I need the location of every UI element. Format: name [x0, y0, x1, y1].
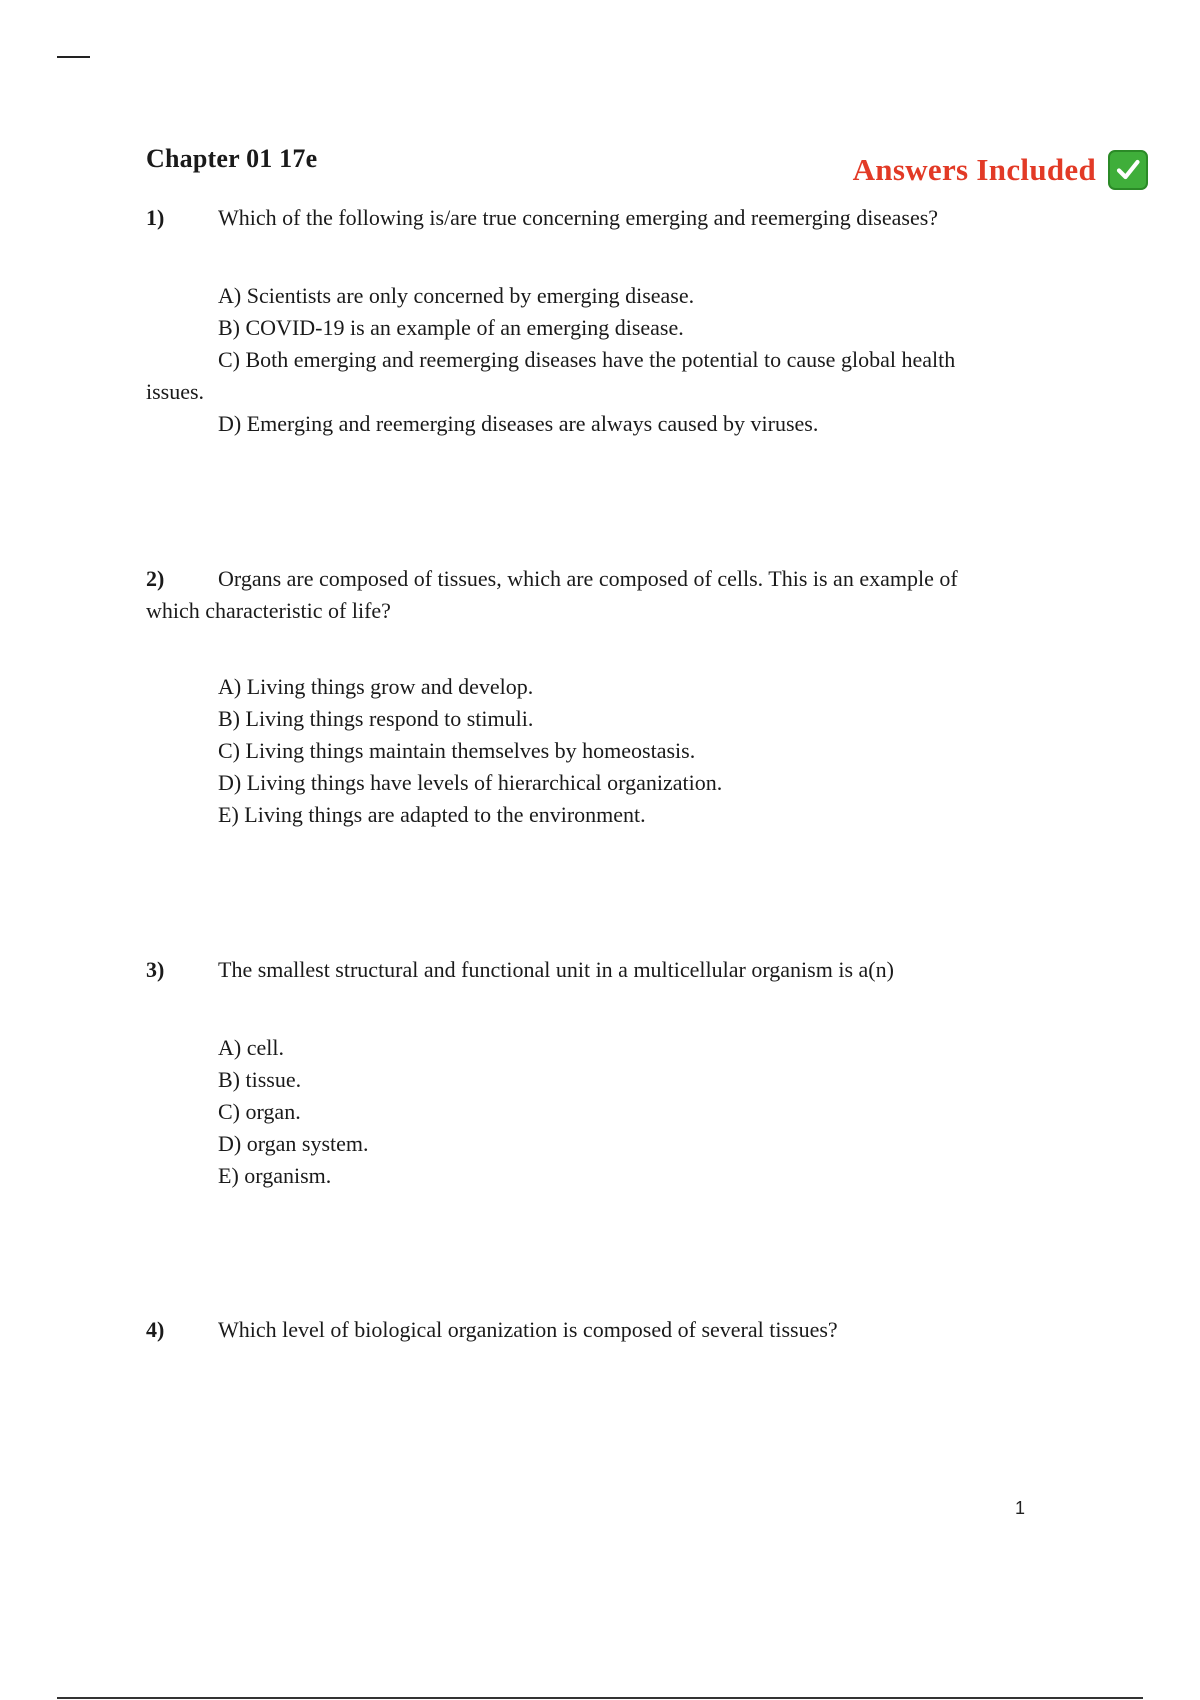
question-text: Which level of biological organization is composed of several tissues?	[218, 1317, 838, 1342]
option-list	[146, 671, 1046, 831]
option-b: B) Living things respond to stimuli.	[218, 706, 534, 731]
option-c: C) Both emerging and reemerging diseases have the potential to cause global health	[218, 347, 956, 372]
question-number: 4)	[146, 1317, 165, 1342]
option-c: C) organ.	[218, 1099, 301, 1124]
answers-included-text: Answers Included	[852, 152, 1096, 187]
option-e: E) Living things are adapted to the environment.	[218, 802, 646, 827]
question-number: 1)	[146, 205, 165, 230]
question-text: Which of the following is/are true concerning emerging and reemerging diseases?	[218, 205, 939, 230]
option-d: D) Emerging and reemerging diseases are always caused by viruses.	[218, 411, 819, 436]
option-c: C) Living things maintain themselves by homeostasis.	[218, 738, 696, 763]
bottom-rule	[57, 1697, 1143, 1699]
check-mark-icon	[1108, 150, 1148, 190]
option-d: D) organ system.	[218, 1131, 369, 1156]
question-1	[146, 202, 1046, 440]
option-b: B) tissue.	[218, 1067, 302, 1092]
question-number: 2)	[146, 566, 165, 591]
question-3	[146, 954, 1046, 1192]
question-text: The smallest structural and functional unit in a multicellular organism is a(n)	[218, 957, 894, 982]
option-list	[146, 1032, 1046, 1192]
chapter-title: Chapter 01 17e	[146, 144, 318, 173]
question-text-line-2: which characteristic of life?	[146, 598, 391, 623]
option-c-continuation: issues.	[146, 379, 205, 404]
option-a: A) Living things grow and develop.	[218, 674, 534, 699]
question-number: 3)	[146, 957, 165, 982]
option-list	[146, 280, 1046, 440]
option-d: D) Living things have levels of hierarchical organization.	[218, 770, 723, 795]
page-number: 1	[1015, 1498, 1026, 1518]
option-a: A) Scientists are only concerned by emerging disease.	[218, 283, 695, 308]
question-4	[146, 1314, 1046, 1346]
question-text-line-1: Organs are composed of tissues, which are composed of cells. This is an example of	[218, 566, 958, 591]
option-e: E) organism.	[218, 1163, 332, 1188]
top-dash-mark	[57, 56, 90, 58]
option-a: A) cell.	[218, 1035, 284, 1060]
option-b: B) COVID-19 is an example of an emerging disease.	[218, 315, 684, 340]
question-2	[146, 563, 1046, 831]
answers-included-badge	[853, 150, 1148, 190]
